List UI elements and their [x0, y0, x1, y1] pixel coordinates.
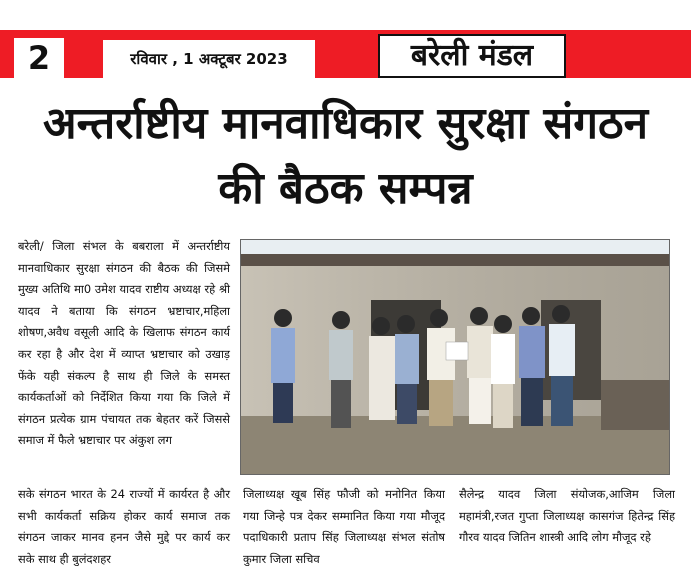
photo-illustration: [241, 240, 670, 475]
headline-line-2: की बैठक सम्पन्न: [218, 163, 473, 214]
section-title: बरेली मंडल: [378, 34, 566, 78]
headline-line-1: अन्तर्राष्टीय मानवाधिकार सुरक्षा संगठन: [42, 98, 649, 149]
page-number: 2: [14, 38, 64, 78]
issue-date: रविवार , 1 अक्टूबर 2023: [103, 40, 315, 78]
masthead: [0, 0, 691, 84]
article-column-2: जिलाध्यक्ष खूब सिंह फौजी को मनोनित किया गया जिन्हे पत्र देकर सम्मानित किया गया मौजूद पदाधिकारी प्रताप सिंह जिलाध्यक्ष संभल संतोष कुमार जिला सचिव: [243, 487, 445, 566]
article-column-1: [18, 236, 230, 452]
article-column-1-continued: सके संगठन भारत के 24 राज्यों में कार्यरत है और सभी कार्यकर्ता सक्रिय होकर कार्य समाज तक संगठन जाकर मानव हनन जैसे मुद्दे पर कार्य कर सके साथ ही बुलंदशहर: [18, 487, 230, 566]
article-column-3: सैलेन्द्र यादव जिला संयोजक,आजिम जिला महामंत्री,रजत गुप्ता जिलाध्यक्ष कासगंज हितेन्द्र सिंह गौरव यादव जितिन शास्त्री आदि लोग मौजूद रहे: [459, 487, 675, 545]
article-paragraph: बरेली/ जिला संभल के बबराला में अन्तर्राष्टीय मानवाधिकार सुरक्षा संगठन की बैठक की जिसमे मुख्य अतिथि मा0 उमेश यादव राष्टीय अध्यक्ष रहे श्री यादव ने बताया कि संगठन भ्रष्टाचार,महिला शोषण,अवैध वसूली आदि के खिलाफ संगठन कार्य कर रहा है और देश में व्याप्त भ्रष्टाचार को उखाड़ फेंके यही संकल्प है साथ ही जिले के समस्त कार्यकर्ताओं को निर्देशित किया गया कि जिले में संगठन प्रत्येक ग्राम पंचायत तक बेहतर करें जिससे समाज में फैले भ्रष्टाचार पर अंकुश लग: [18, 239, 230, 448]
group-photo: [240, 239, 670, 475]
